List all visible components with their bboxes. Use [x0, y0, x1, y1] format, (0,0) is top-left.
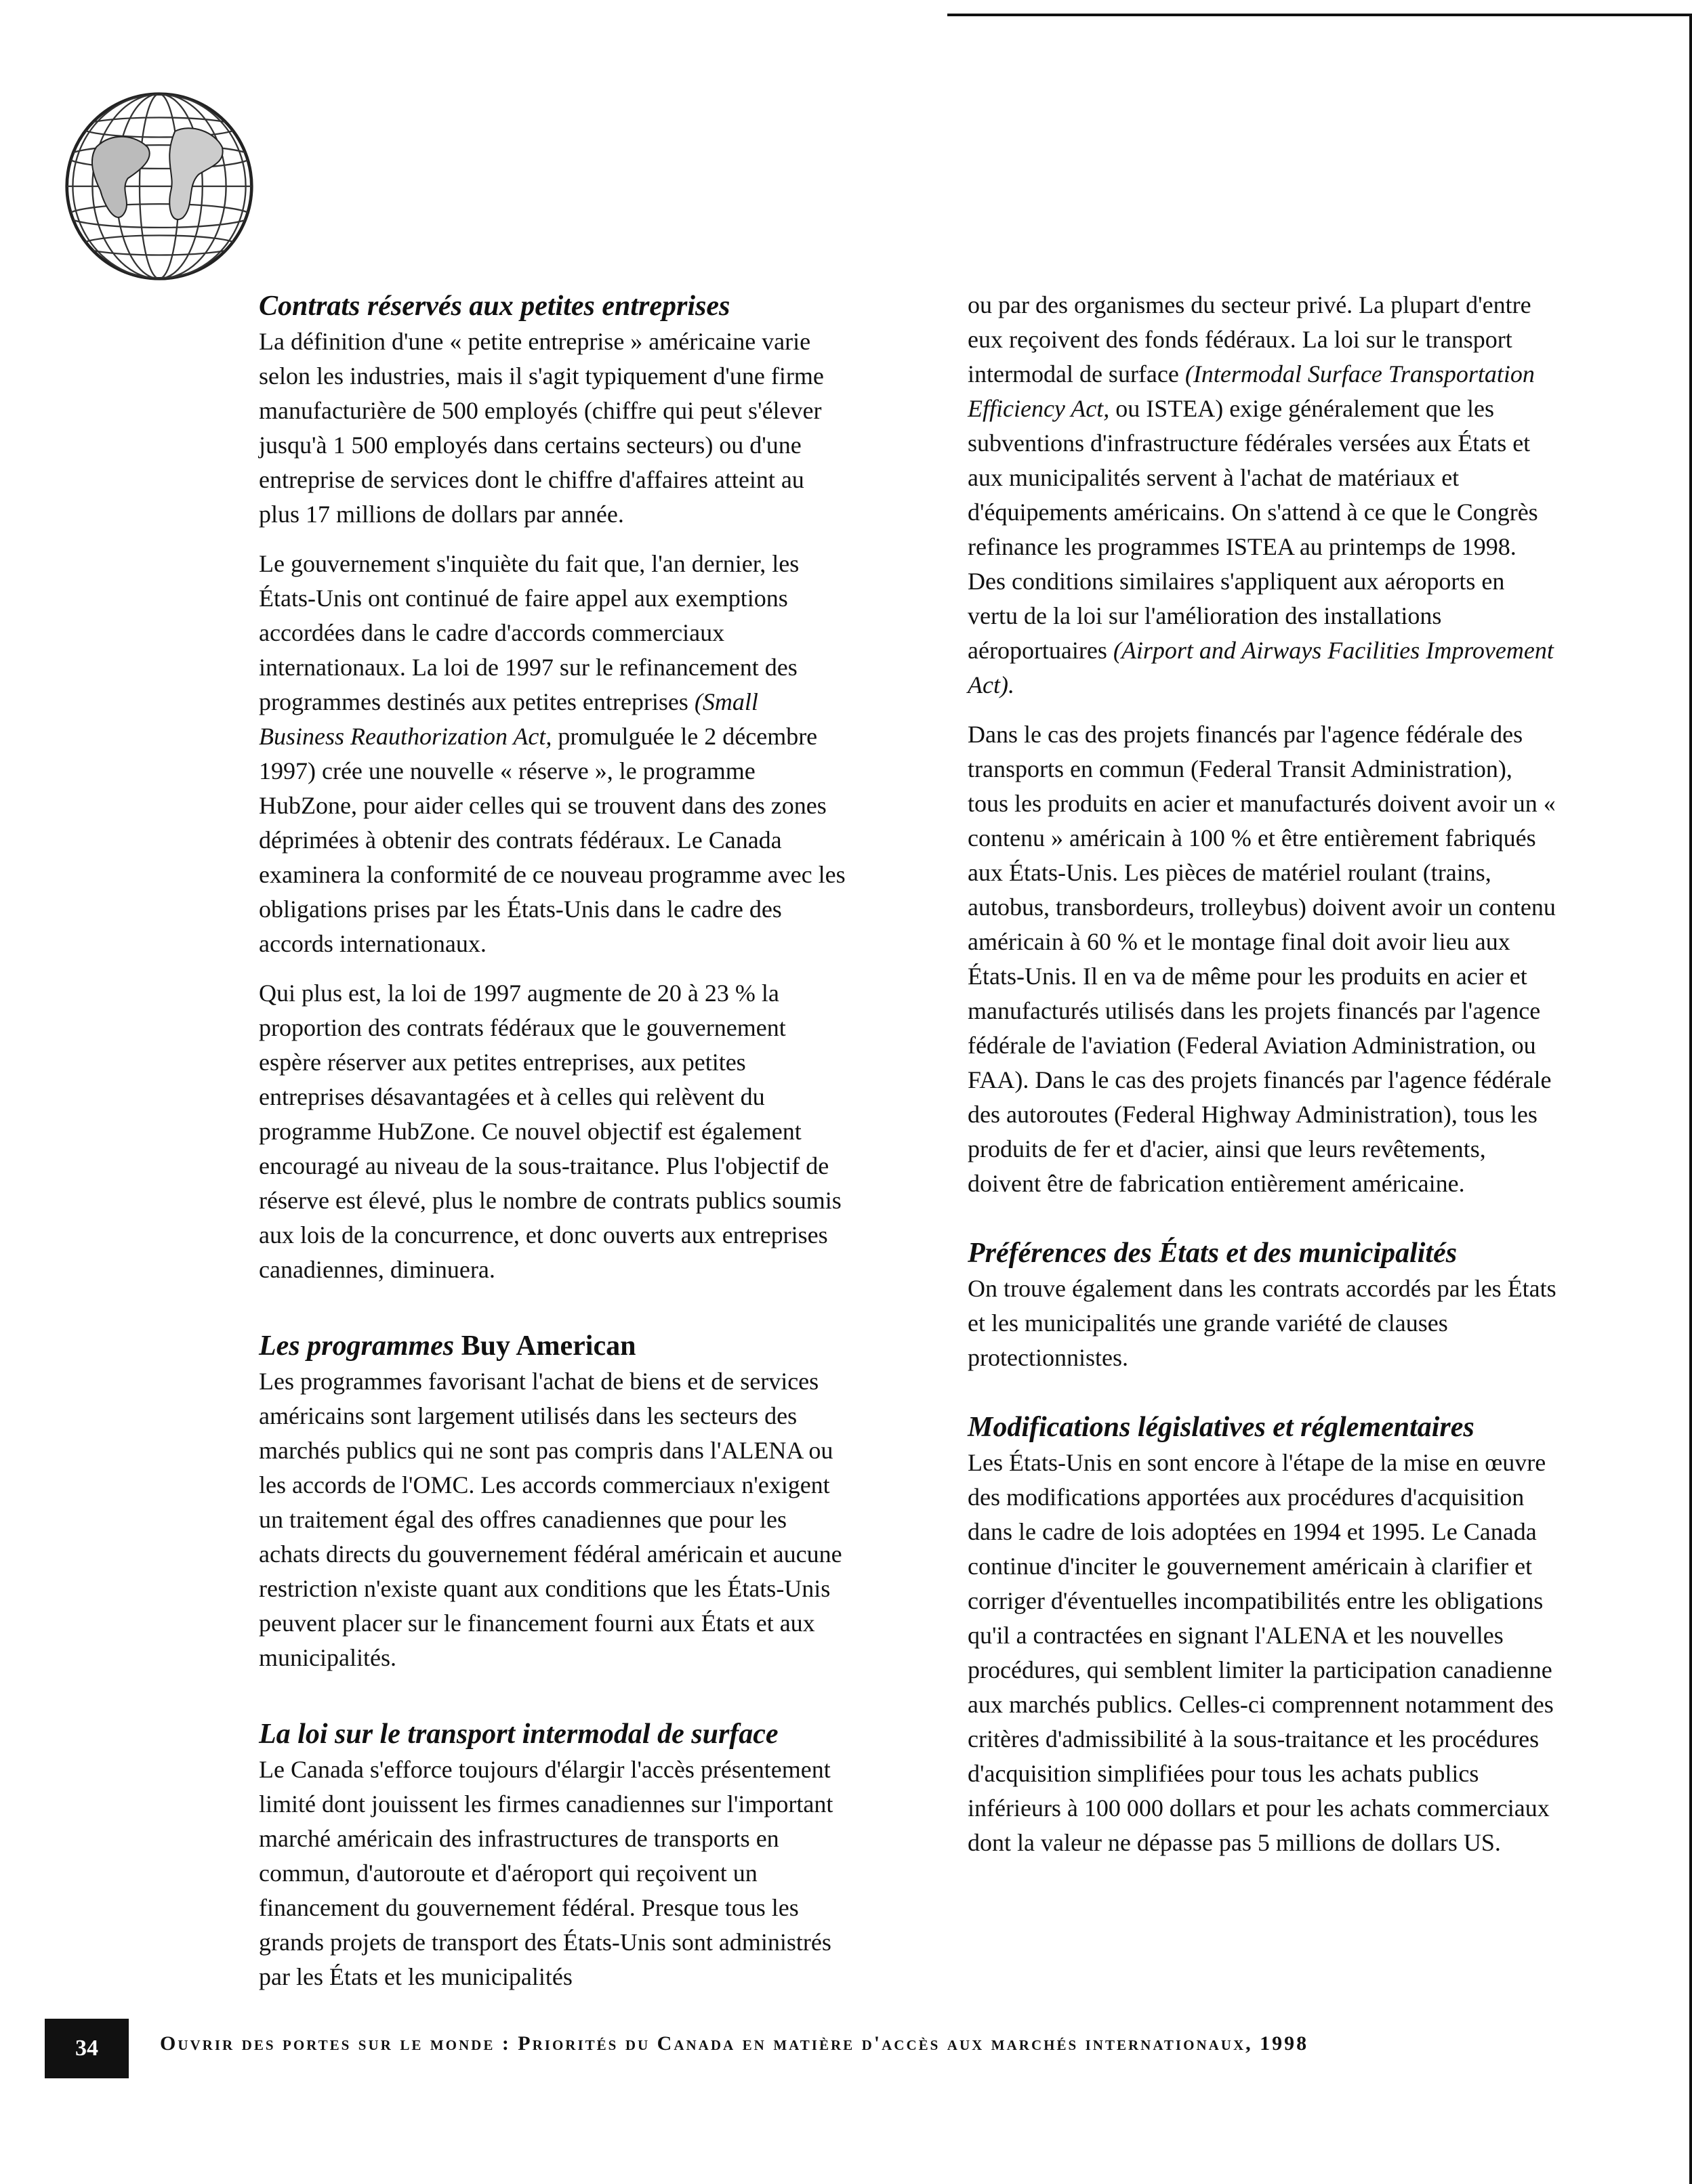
text-run: ou par des organismes du secteur privé. La plupart d'entre eux reçoivent des fonds fédéraux. La loi sur le transport intermodal de surface	[968, 291, 1531, 387]
heading-part: Buy American	[461, 1330, 636, 1362]
heading-small-business: Contrats réservés aux petites entreprises	[259, 291, 730, 322]
heading-state-preferences: Préférences des États et des municipalités	[968, 1238, 1458, 1269]
globe-icon	[61, 88, 257, 285]
section-legislative-changes	[968, 1409, 1557, 1860]
section-state-preferences	[968, 1235, 1557, 1375]
paragraph: Le Canada s'efforce toujours d'élargir l'accès présentement limité dont jouissent les firmes canadiennes sur l'important marché américain des infrastructures de transports en commun, d'autoroute et d'aéroport qui reçoivent un financement du gouvernement fédéral. Presque tous les grands projets de transport des États-Unis sont administrés par les États et les municipalités	[259, 1756, 833, 1990]
paragraph	[259, 547, 848, 961]
right-column	[968, 288, 1557, 1894]
paragraph: Les États-Unis en sont encore à l'étape de la mise en œuvre des modifications apportées aux procédures d'acquisition dans le cadre de lois adoptées en 1994 et 1995. Le Canada continue d'inciter le gouvernement américain à clarifier et corriger d'éventuelles incompatibilités entre les obligations qu'il a contractées en signant l'ALENA et les nouvelles procédures, qui semblent limiter la participation canadienne aux marchés publics. Celles-ci comprennent notamment des critères d'admissibilité à la sous-traitance et les procédures d'acquisition simplifiées pour tous les achats publics inférieurs à 100 000 dollars et pour les achats commerciaux dont la valeur ne dépasse pas 5 millions de dollars US.	[968, 1449, 1554, 1856]
section-intermodal	[259, 1716, 848, 1994]
text-run: Le gouvernement s'inquiète du fait que, l'an dernier, les États-Unis ont continué de faire appel aux exemptions accordées dans le cadre d'accords commerciaux internationaux. La loi de 1997 sur le refinancement des programmes destinés aux petites entreprises	[259, 550, 800, 715]
heading-part: Les programmes	[259, 1330, 461, 1362]
paragraph: Qui plus est, la loi de 1997 augmente de 20 à 23 % la proportion des contrats fédéraux que le gouvernement espère réserver aux petites entreprises, aux petites entreprises désavantagées et à celles qui relèvent du programme HubZone. Ce nouvel objectif est également encouragé au niveau de la sous-traitance. Plus l'objectif de réserve est élevé, plus le nombre de contrats publics soumis aux lois de la concurrence, et donc ouverts aux entreprises canadiennes, diminuera.	[259, 980, 842, 1283]
act-title: (Intermodal Surface Transportation Efficiency Act,	[968, 360, 1535, 422]
top-border-rule	[947, 14, 1692, 16]
right-border-rule	[1689, 14, 1692, 2184]
page-number: 34	[45, 2019, 129, 2078]
section-buy-american	[259, 1328, 848, 1675]
paragraph: La définition d'une « petite entreprise » américaine varie selon les industries, mais il s'agit typiquement d'une firme manufacturière de 500 employés (chiffre qui peut s'élever jusqu'à 1 500 employés dans certains secteurs) ou d'une entreprise de services dont le chiffre d'affaires atteint au plus 17 millions de dollars par année.	[259, 328, 824, 528]
paragraph	[968, 288, 1557, 702]
left-column	[259, 288, 848, 2035]
act-title: (Airport and Airways Facilities Improvement Act).	[968, 637, 1554, 698]
text-run: promulguée le 2 décembre 1997) crée une nouvelle « réserve », le programme HubZone, pour aider celles qui se trouvent dans des zones déprimées à obtenir des contrats fédéraux. Le Canada examinera la conformité de ce nouveau programme avec les obligations prises par les États-Unis dans le cadre des accords internationaux.	[259, 723, 846, 957]
heading-buy-american	[259, 1328, 848, 1364]
act-title: (Small Business Reauthorization Act,	[259, 688, 758, 750]
heading-intermodal: La loi sur le transport intermodal de surface	[259, 1719, 779, 1750]
section-small-business	[259, 288, 848, 1287]
section-intermodal-continued	[968, 288, 1557, 1201]
footer-title: Ouvrir des portes sur le monde : Priorités du Canada en matière d'accès aux marchés internationaux, 1998	[160, 2032, 1309, 2055]
paragraph: Les programmes favorisant l'achat de biens et de services américains sont largement utilisés dans les secteurs des marchés publics qui ne sont pas compris dans l'ALENA ou les accords de l'OMC. Les accords commerciaux n'exigent un traitement égal des offres canadiennes que pour les achats directs du gouvernement fédéral américain et aucune restriction n'existe quant aux conditions que les États-Unis peuvent placer sur le financement fourni aux États et aux municipalités.	[259, 1368, 842, 1671]
heading-legislative-changes: Modifications législatives et réglementaires	[968, 1412, 1474, 1443]
paragraph: Dans le cas des projets financés par l'agence fédérale des transports en commun (Federal Transit Administration), tous les produits en acier et manufacturés doivent avoir un « contenu » américain à 100 % et être entièrement fabriqués aux États-Unis. Les pièces de matériel roulant (trains, autobus, transbordeurs, trolleybus) doivent avoir un contenu américain à 60 % et le montage final doit avoir lieu aux États-Unis. Il en va de même pour les produits en acier et manufacturés utilisés dans les projets financés par l'agence fédérale de l'aviation (Federal Aviation Administration, ou FAA). Dans le cas des projets financés par l'agence fédérale des autoroutes (Federal Highway Administration), tous les produits de fer et d'acier, ainsi que leurs revêtements, doivent être de fabrication entièrement américaine.	[968, 721, 1556, 1197]
paragraph: On trouve également dans les contrats accordés par les États et les municipalités une grande variété de clauses protectionnistes.	[968, 1275, 1556, 1371]
text-run: ou ISTEA) exige généralement que les subventions d'infrastructure fédérales versées aux États et aux municipalités servent à l'achat de matériaux et d'équipements américains. On s'attend à ce que le Congrès refinance les programmes ISTEA au printemps de 1998. Des conditions similaires s'appliquent aux aéroports en vertu de la loi sur l'amélioration des installations aéroportuaires	[968, 395, 1538, 664]
